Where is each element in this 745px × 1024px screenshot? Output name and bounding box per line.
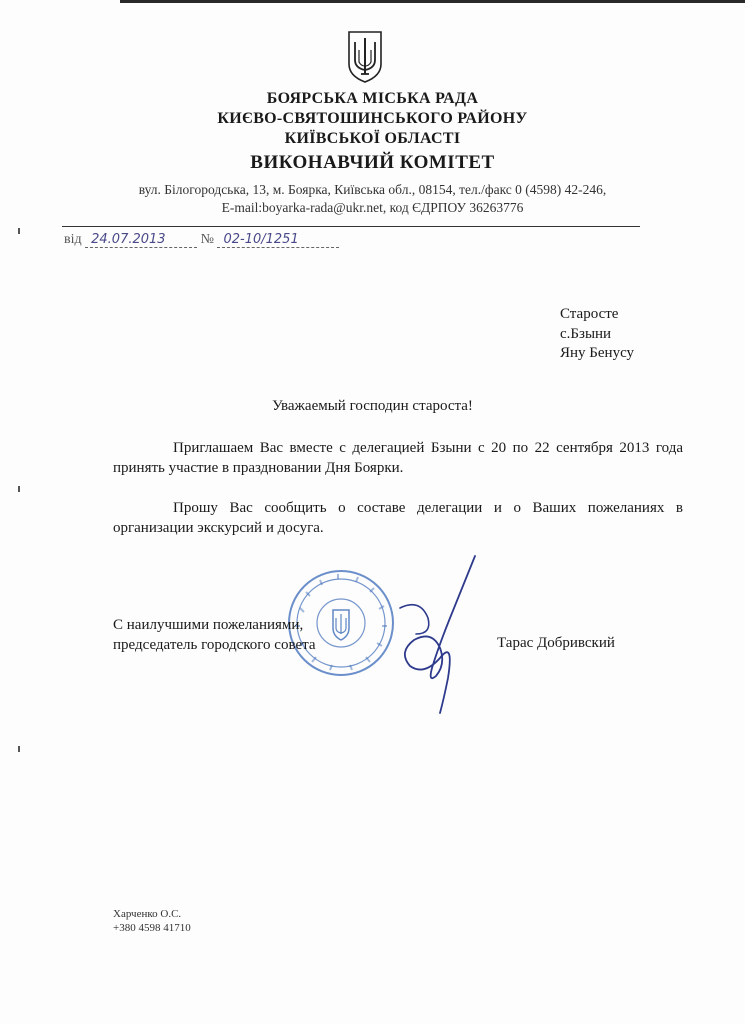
trident-emblem-icon	[347, 30, 383, 84]
org-name-line2: КИЄВО-СВЯТОШИНСЬКОГО РАЙОНУ	[217, 110, 528, 127]
recipient-line2: с.Бзыни	[560, 326, 612, 342]
header-divider	[62, 226, 640, 227]
scan-margin-mark	[18, 746, 20, 752]
date-value: 24.07.2013	[85, 232, 197, 248]
date-label: від	[64, 232, 82, 247]
greeting: Уважаемый господин староста!	[272, 398, 473, 414]
scan-margin-mark	[18, 228, 20, 234]
contact-phone: +380 4598 41710	[113, 922, 191, 934]
body-paragraph: Приглашаем Вас вместе с делегацией Бзыни с 20 по 22 сентября 2013 года принять участие в праздновании Дня Боярки.	[113, 440, 683, 476]
address-line2: E-mail:boyarka-rada@ukr.net, код ЄДРПОУ 36263776	[221, 200, 524, 215]
scan-top-edge	[120, 0, 745, 3]
number-value: 02-10/1251	[217, 232, 339, 248]
recipient-line3: Яну Бенусу	[560, 345, 635, 361]
contact-name: Харченко О.С.	[113, 908, 182, 920]
recipient-line1: Старосте	[560, 306, 619, 322]
closing-line2: председатель городского совета	[113, 637, 316, 653]
scan-margin-mark	[18, 486, 20, 492]
org-name-line3: КИЇВСЬКОЇ ОБЛАСТІ	[284, 130, 461, 147]
reference-line	[64, 232, 339, 248]
committee-title: ВИКОНАВЧИЙ КОМІТЕТ	[250, 152, 495, 173]
body-paragraph: Прошу Вас сообщить о составе делегации и о Ваших пожеланиях в организации экскурсий и досуга.	[113, 500, 683, 536]
address-line1: вул. Білогородська, 13, м. Боярка, Київська обл., 08154, тел./факс 0 (4598) 42-246,	[138, 182, 607, 197]
handwritten-signature-icon	[380, 548, 500, 718]
org-name-line1: БОЯРСЬКА МІСЬКА РАДА	[266, 90, 479, 107]
signer-name: Тарас Добривский	[497, 635, 615, 651]
closing-line1: С наилучшими пожеланиями,	[113, 617, 304, 633]
number-label: №	[200, 232, 214, 247]
